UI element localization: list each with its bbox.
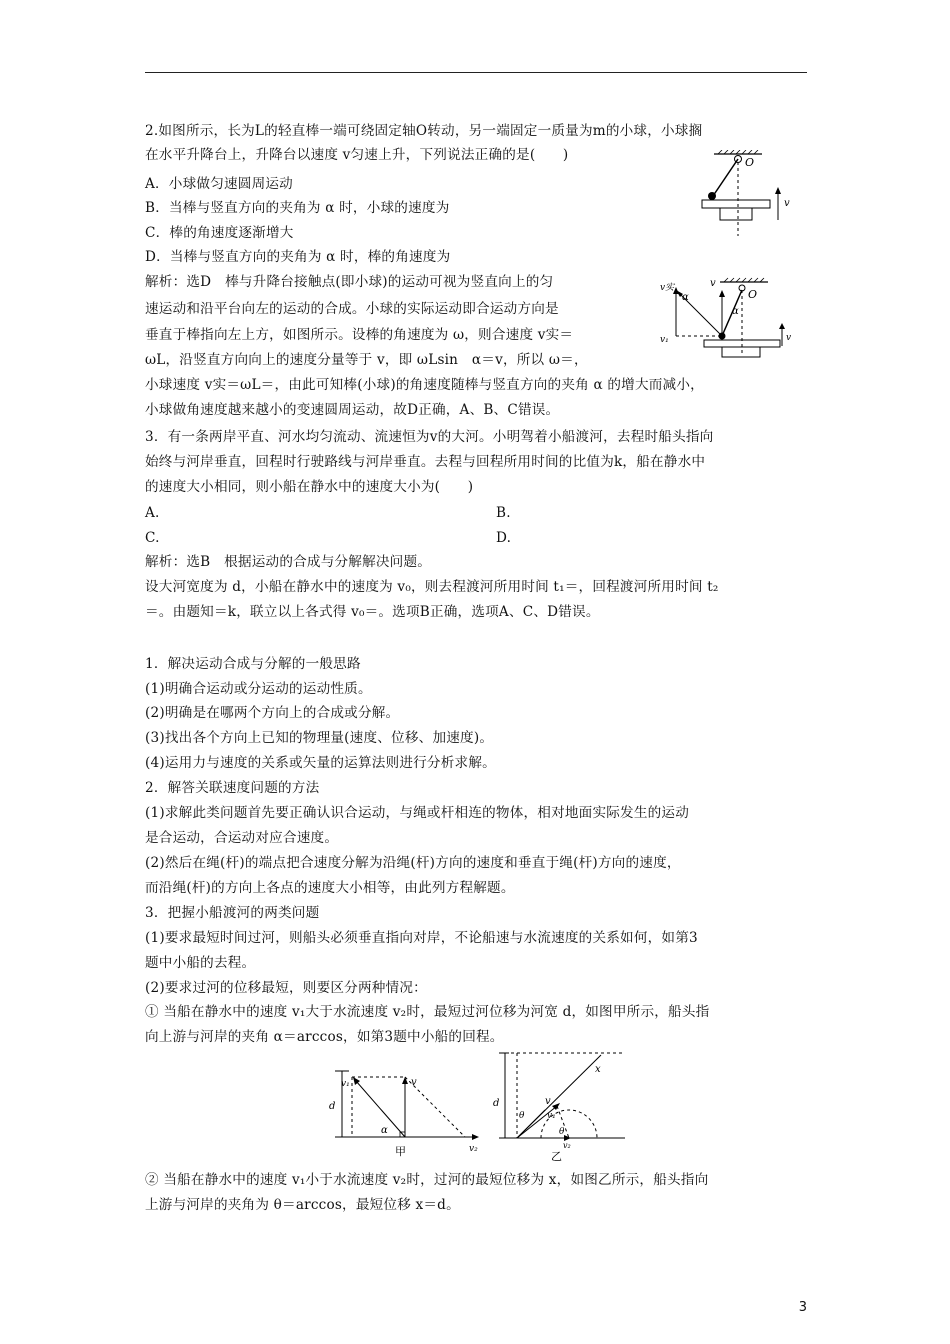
figure-rod-platform <box>696 150 802 238</box>
yi-label-v2: v₂ <box>563 1141 571 1150</box>
summary-2-item-2b: 而沿绳(杆)的方向上各点的速度大小相等，由此列方程解题。 <box>145 880 515 896</box>
summary-3-item-1b: 题中小船的去程。 <box>145 955 256 971</box>
q3-option-c: C. <box>145 530 160 546</box>
summary-2-item-1b: 是合运动，合运动对应合速度。 <box>145 830 339 846</box>
q3-analysis-line1: 解析：选B 根据运动的合成与分解解决问题。 <box>145 554 432 570</box>
q2-analysis-line6: 小球做角速度越来越小的变速圆周运动，故D正确，A、B、C错误。 <box>145 402 560 418</box>
q3-analysis-line2: 设大河宽度为 d，小船在静水中的速度为 v₀，则去程渡河所用时间 t₁＝，回程渡河所用时间 t₂ <box>145 579 719 595</box>
case-2-line-a: ② 当船在静水中的速度 v₁小于水流速度 v₂时，过河的最短位移为 x，如图乙所示，船头指向 <box>145 1172 709 1188</box>
summary-2-item-1a: (1)求解此类问题首先要正确认识合运动，与绳或杆相连的物体，相对地面实际发生的运动 <box>145 805 690 821</box>
page-number: 3 <box>798 1300 807 1315</box>
q3-stem-line2: 始终与河岸垂直，回程时行驶路线与河岸垂直。去程与回程所用时间的比值为k，船在静水中 <box>145 454 706 470</box>
fig1-label-o: O <box>745 156 755 169</box>
q2-analysis-line1: 解析：选D 棒与升降台接触点(即小球)的运动可视为竖直向上的匀 <box>145 274 554 290</box>
fig2-label-v1: v₁ <box>660 335 669 345</box>
yi-label-x: x <box>595 1064 601 1075</box>
jia-label-alpha: α <box>381 1125 388 1136</box>
q2-stem-line1: 2.如图所示，长为L的轻直棒一端可绕固定轴O转动，另一端固定一质量为m的小球，小球搁 <box>145 123 703 139</box>
jia-label-v2: v₂ <box>469 1144 478 1154</box>
fig2-label-v: v <box>710 278 716 289</box>
summary-1-item-2: (2)明确是在哪两个方向上的合成或分解。 <box>145 705 400 721</box>
q3-option-d: D. <box>496 530 512 546</box>
fig1-label-v: v <box>784 198 790 209</box>
case-1-line-b: 向上游与河岸的夹角 α＝arccos，如第3题中小船的回程。 <box>145 1029 504 1045</box>
summary-1-item-4: (4)运用力与速度的关系或矢量的运算法则进行分析求解。 <box>145 755 496 771</box>
summary-3-item-2: (2)要求过河的位移最短，则要区分两种情况： <box>145 980 427 996</box>
jia-label-d: d <box>329 1101 336 1112</box>
fig2-label-v-right: v <box>786 333 792 343</box>
q2-analysis-line4: ωL，沿竖直方向向上的速度分量等于 v，即 ωLsin α＝v，所以 ω＝， <box>145 352 588 368</box>
jia-label-v1: v₁ <box>341 1079 350 1089</box>
q2-option-d: D．当棒与竖直方向的夹角为 α 时，棒的角速度为 <box>145 249 451 265</box>
fig2-label-o: O <box>748 288 758 301</box>
figure-velocity-decomposition <box>658 276 798 360</box>
figure-yi <box>491 1048 631 1163</box>
jia-caption: 甲 <box>395 1145 406 1158</box>
q2-analysis-line2: 速运动和沿平台向左的运动的合成。小球的实际运动即合运动方向是 <box>145 301 559 317</box>
figure-jia <box>325 1055 485 1161</box>
fig2-label-v-real: v实 <box>660 283 675 293</box>
summary-1-item-3: (3)找出各个方向上已知的物理量(速度、位移、加速度)。 <box>145 730 494 746</box>
yi-label-theta: θ <box>519 1111 525 1121</box>
q2-stem-line2: 在水平升降台上，升降台以速度 v匀速上升，下列说法正确的是( ) <box>145 147 569 163</box>
jia-label-v: v <box>411 1077 417 1088</box>
q2-option-c: C．棒的角速度逐渐增大 <box>145 225 294 241</box>
q3-stem-line1: 3．有一条两岸平直、河水均匀流动、流速恒为v的大河。小明驾着小船渡河，去程时船头指向 <box>145 429 714 445</box>
fig2-label-alpha: α <box>682 292 689 303</box>
q2-option-b: B．当棒与竖直方向的夹角为 α 时，小球的速度为 <box>145 200 450 216</box>
summary-heading-3: 3．把握小船渡河的两类问题 <box>145 905 320 921</box>
yi-label-v: v <box>545 1096 551 1107</box>
q2-analysis-line5: 小球速度 v实＝ωL＝，由此可知棒(小球)的角速度随棒与竖直方向的夹角 α 的增大而减小， <box>145 377 704 393</box>
q3-analysis-line3: ＝。由题知＝k，联立以上各式得 v₀＝。选项B正确，选项A、C、D错误。 <box>145 604 600 620</box>
yi-label-d: d <box>493 1098 500 1109</box>
case-1-line-a: ① 当船在静水中的速度 v₁大于水流速度 v₂时，最短过河位移为河宽 d，如图甲所示，船头指 <box>145 1004 710 1020</box>
yi-label-theta2: θ <box>559 1127 565 1137</box>
q2-analysis-line3: 垂直于棒指向左上方，如图所示。设棒的角速度为 ω，则合速度 v实＝ <box>145 327 574 343</box>
fig2-label-alpha2: α <box>732 306 739 317</box>
q2-option-a: A．小球做匀速圆周运动 <box>145 176 293 192</box>
q3-option-a: A. <box>145 505 160 521</box>
yi-label-v1: v₁ <box>547 1111 556 1121</box>
summary-heading-2: 2．解答关联速度问题的方法 <box>145 780 320 796</box>
summary-heading-1: 1．解决运动合成与分解的一般思路 <box>145 656 361 672</box>
summary-3-item-1a: (1)要求最短时间过河，则船头必须垂直指向对岸，不论船速与水流速度的关系如何，如第3 <box>145 930 698 946</box>
q3-stem-line3: 的速度大小相同，则小船在静水中的速度大小为( ) <box>145 479 474 495</box>
summary-1-item-1: (1)明确合运动或分运动的运动性质。 <box>145 681 372 697</box>
header-rule <box>145 72 807 73</box>
yi-caption: 乙 <box>551 1150 562 1163</box>
q3-option-b: B. <box>496 505 511 521</box>
case-2-line-b: 上游与河岸的夹角为 θ＝arccos，最短位移 x＝d。 <box>145 1197 460 1213</box>
summary-2-item-2a: (2)然后在绳(杆)的端点把合速度分解为沿绳(杆)方向的速度和垂直于绳(杆)方向的速度， <box>145 855 681 871</box>
